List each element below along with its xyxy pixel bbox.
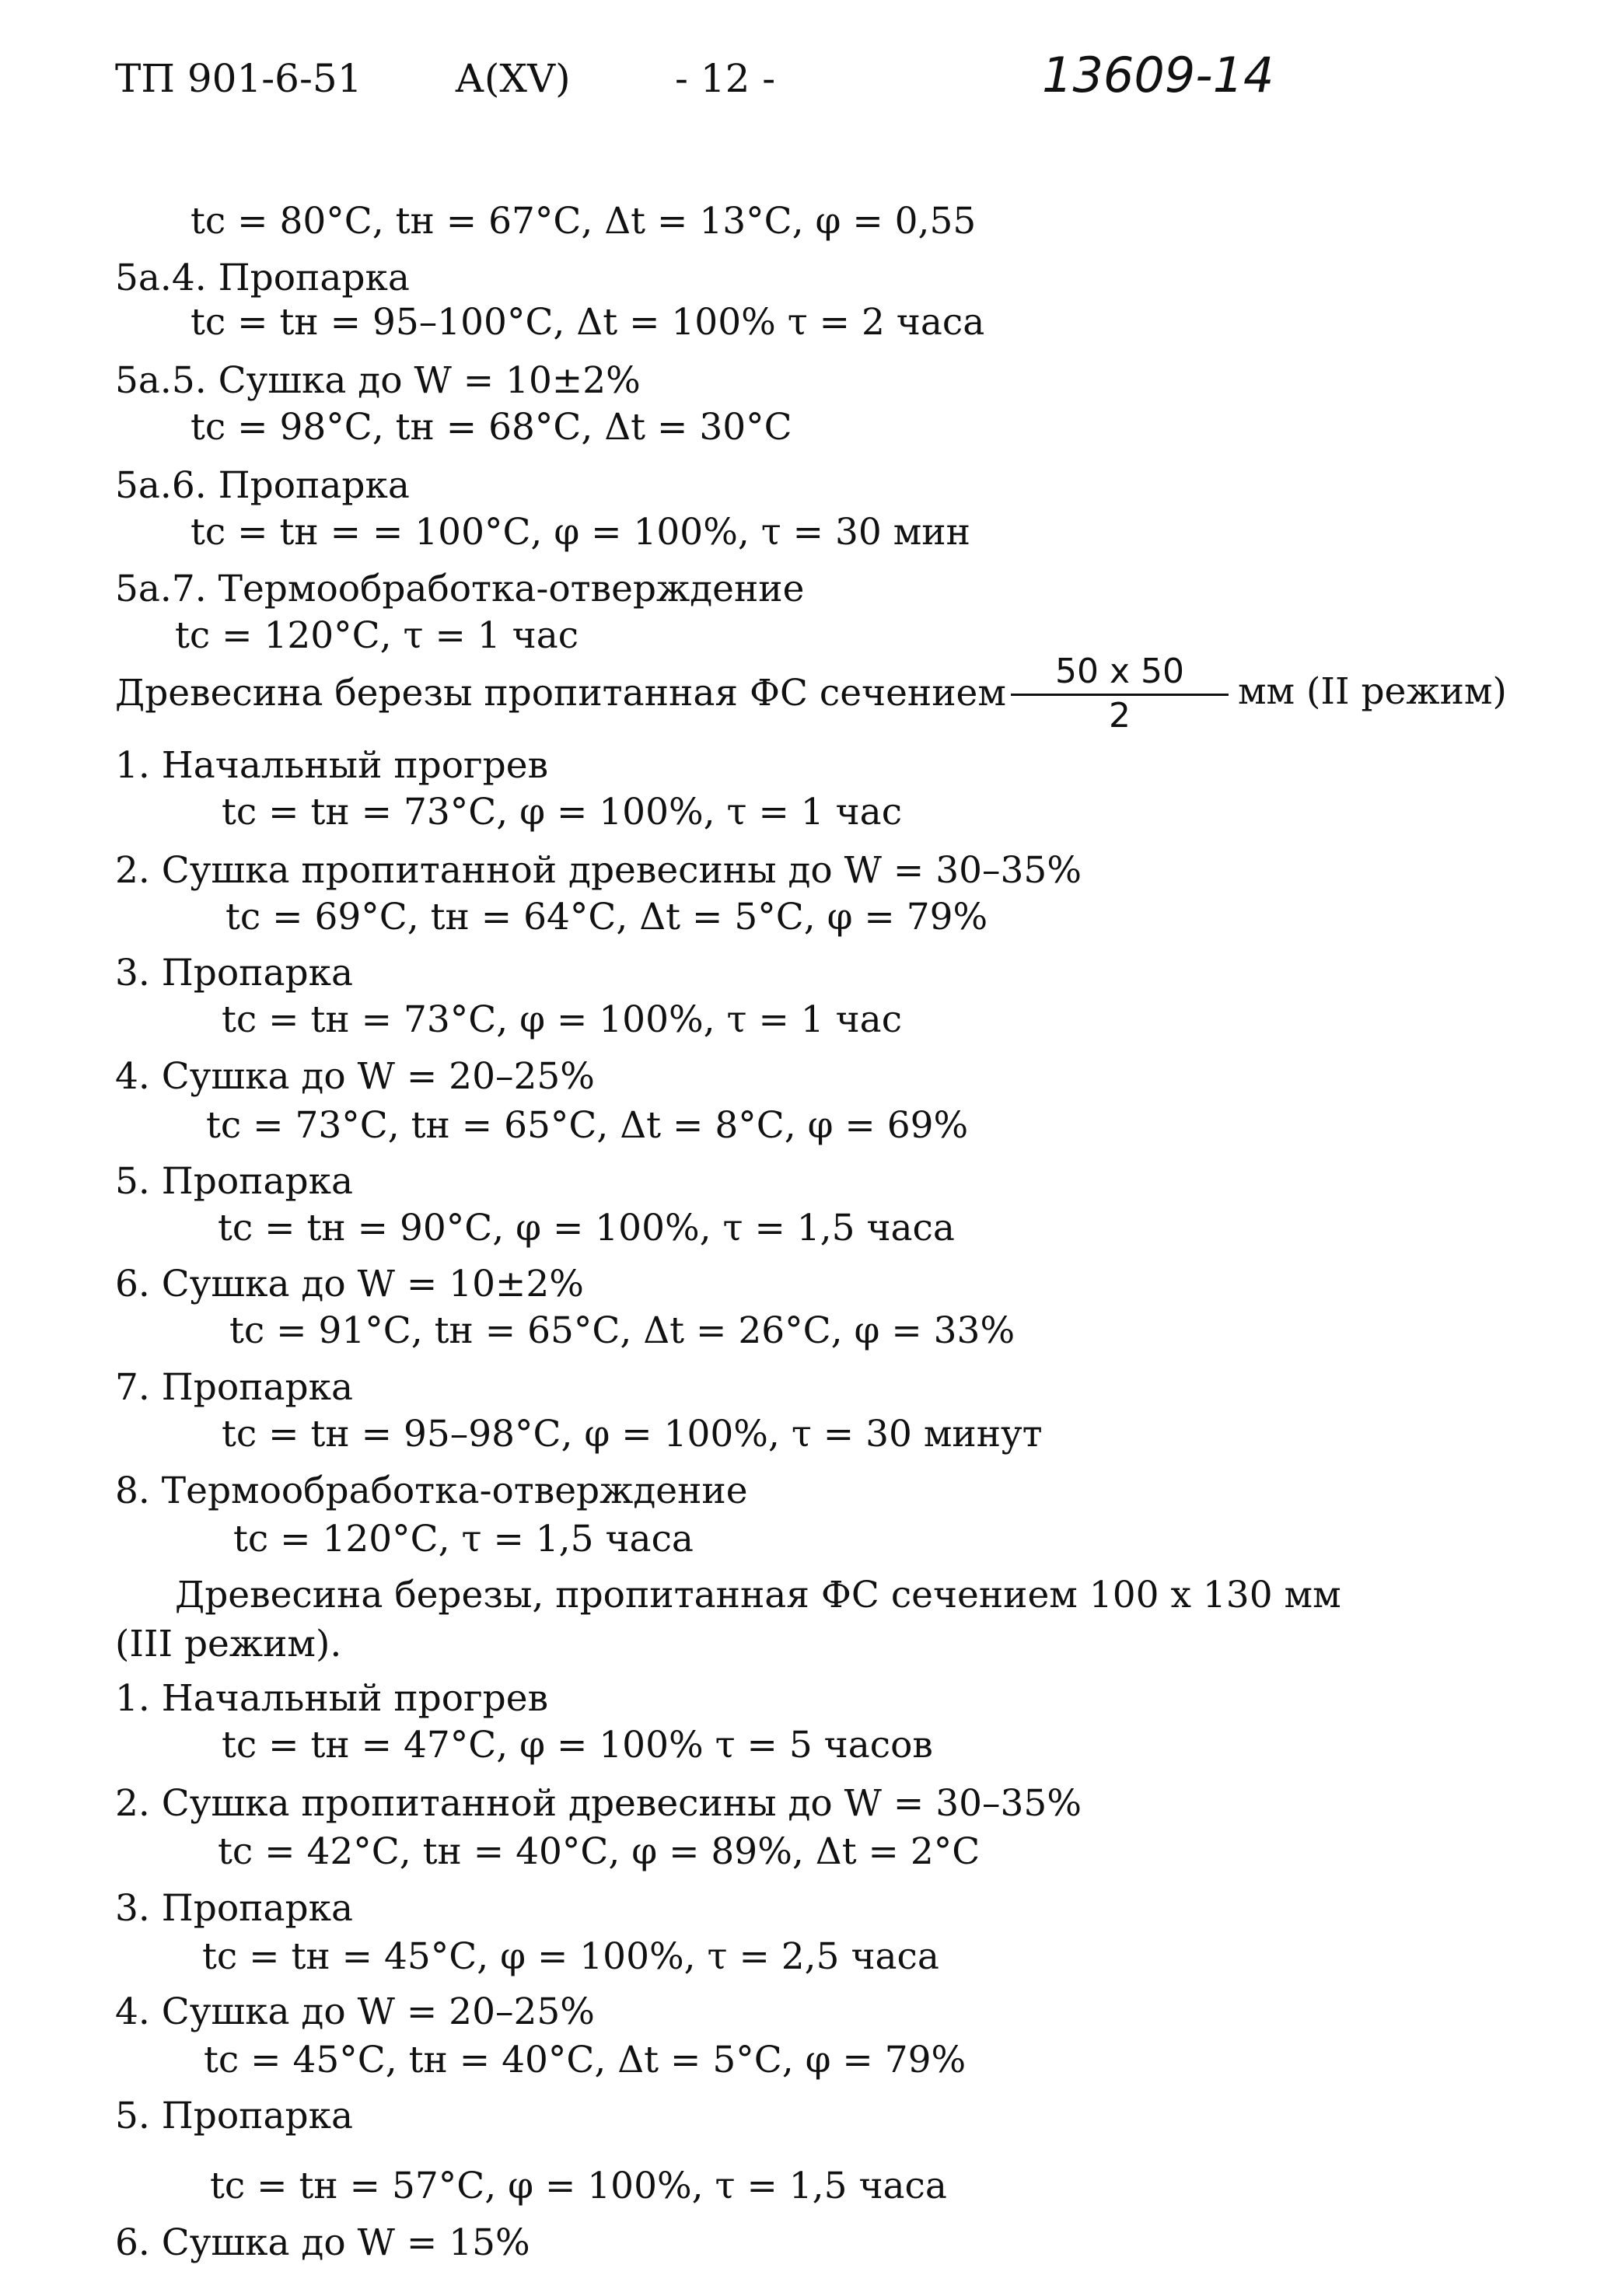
text-line: 5. Пропарка [115,2095,353,2137]
text-line: tс = tн = 73°С, φ = 100%, τ = 1 час [222,998,903,1041]
text-line: tс = tн = 45°С, φ = 100%, τ = 2,5 часа [202,1935,939,1978]
inventory-number: 13609-14 [1042,47,1274,103]
text-line: (III режим). [115,1623,342,1665]
text-line: tс = 73°С, tн = 65°С, Δt = 8°С, φ = 69% [206,1104,969,1147]
text-line: tс = tн = 73°С, φ = 100%, τ = 1 час [222,791,903,833]
section-fraction [1011,652,1229,736]
text-line: 7. Пропарка [115,1366,353,1409]
text-line: tс = tн = 47°С, φ = 100% τ = 5 часов [222,1724,933,1767]
text-line: 1. Начальный прогрев [115,1677,549,1720]
text-line: tс = 98°С, tн = 68°С, Δt = 30°С [191,406,792,449]
text-line: 8. Термообработка-отверждение [115,1470,748,1512]
text-line: tс = tн = 90°С, φ = 100%, τ = 1,5 часа [218,1207,955,1249]
text-line: tс = tн = 95–100°С, Δt = 100% τ = 2 часа [191,301,985,344]
fraction-numerator: 50 х 50 [1011,652,1229,696]
text-line: tс = 80°С, tн = 67°С, Δt = 13°С, φ = 0,55 [191,200,977,243]
text-line: 1. Начальный прогрев [115,744,549,787]
text-line: Древесина березы пропитанная ФС сечением [115,672,1006,715]
album-number: А(XV) [455,56,571,101]
text-line: tс = 91°С, tн = 65°С, Δt = 26°С, φ = 33% [229,1309,1015,1352]
text-line: 2. Сушка пропитанной древесины до W = 30–35% [115,849,1082,892]
text-line: 5. Пропарка [115,1160,353,1203]
text-line: tс = 120°С, τ = 1,5 часа [233,1518,694,1560]
text-line: Древесина березы, пропитанная ФС сечением 100 х 130 мм [175,1574,1341,1616]
text-line: 5а.4. Пропарка [115,257,410,299]
fraction-denominator: 2 [1109,696,1131,736]
text-line: 4. Сушка до W = 20–25% [115,1055,595,1098]
text-line: 4. Сушка до W = 20–25% [115,1990,595,2033]
text-line: tс = tн = 57°С, φ = 100%, τ = 1,5 часа [210,2165,947,2207]
page-number: - 12 - [675,56,776,101]
text-line: tс = 69°С, tн = 64°С, Δt = 5°С, φ = 79% [225,896,988,938]
document-code: ТП 901-6-51 [115,56,362,101]
text-line: 5а.7. Термообработка-отверждение [115,568,805,610]
text-line: tс = 120°С, τ = 1 час [175,614,579,657]
text-line: tс = tн = = 100°С, φ = 100%, τ = 30 мин [191,511,970,554]
text-line: tс = 45°С, tн = 40°С, Δt = 5°С, φ = 79% [204,2039,967,2081]
text-line: 5а.5. Сушка до W = 10±2% [115,359,641,402]
text-line: 2. Сушка пропитанной древесины до W = 30–35% [115,1782,1082,1825]
regime-label: мм (II режим) [1238,670,1507,713]
text-line: tс = 42°С, tн = 40°С, φ = 89%, Δt = 2°С [218,1830,981,1873]
text-line: tс = tн = 95–98°С, φ = 100%, τ = 30 минут [222,1413,1043,1456]
text-line: 6. Сушка до W = 15% [115,2221,530,2264]
text-line: 5а.6. Пропарка [115,464,410,507]
text-line: 3. Пропарка [115,952,353,994]
text-line: 6. Сушка до W = 10±2% [115,1263,584,1305]
text-line: 3. Пропарка [115,1887,353,1930]
